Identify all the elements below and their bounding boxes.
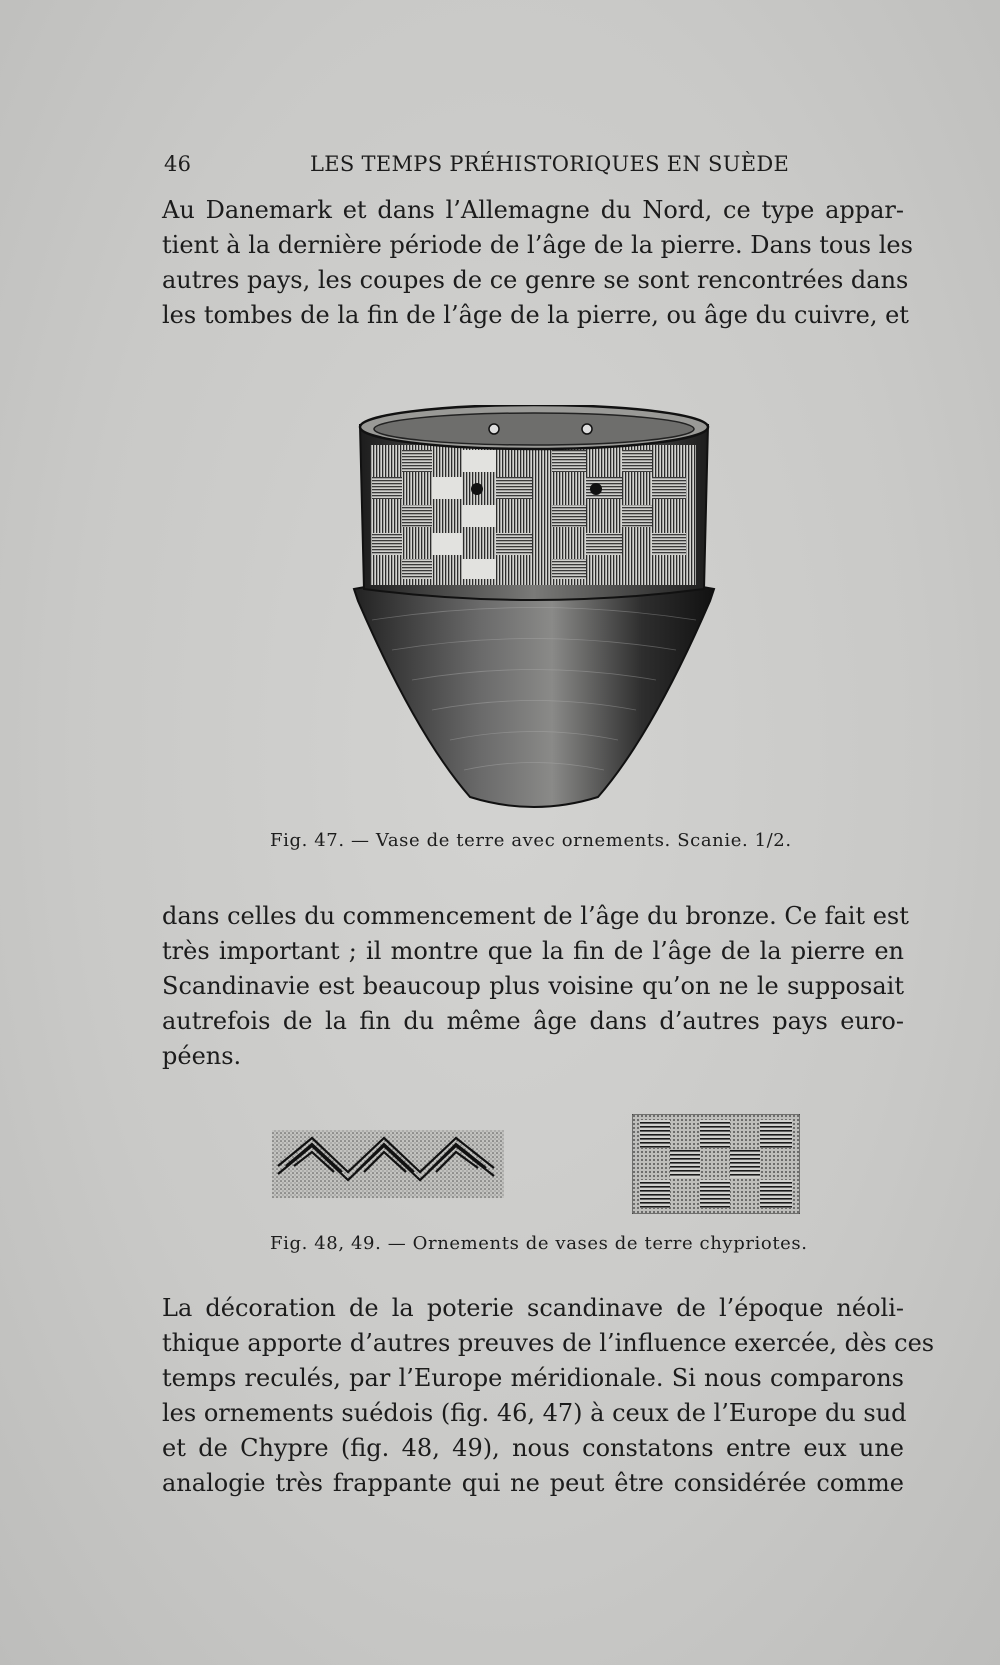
text-line: La décoration de la poterie scandinave de l’époque néoli- (162, 1294, 904, 1322)
text-line: thique apporte d’autres preuves de l’influence exercée, dès ces (162, 1329, 935, 1357)
text-line: dans celles du commencement de l’âge du bronze. Ce fait est (162, 902, 909, 930)
figure-47-caption: Fig. 47. — Vase de terre avec ornements. Scanie. 1/2. (270, 830, 792, 851)
page-number: 46 (164, 152, 192, 176)
checker-ornament-figure (632, 1114, 800, 1214)
text-line: les ornements suédois (fig. 46, 47) à ceux de l’Europe du sud (162, 1399, 907, 1427)
paragraph-1 (162, 193, 913, 333)
figure-48-49-caption: Fig. 48, 49. — Ornements de vases de terre chypriotes. (270, 1233, 808, 1254)
zigzag-ornament-figure (272, 1124, 504, 1204)
text-line: temps reculés, par l’Europe méridionale. Si nous comparons (162, 1364, 904, 1392)
text-line: péens. (162, 1042, 242, 1070)
text-line: analogie très frappante qui ne peut être considérée comme (162, 1469, 904, 1497)
text-line: autrefois de la fin du même âge dans d’autres pays euro- (162, 1007, 904, 1035)
text-line: Au Danemark et dans l’Allemagne du Nord, ce type appar- (162, 196, 904, 224)
vase-illustration (352, 405, 716, 810)
paragraph-2 (162, 899, 909, 1074)
text-line: autres pays, les coupes de ce genre se sont rencontrées dans (162, 266, 909, 294)
text-line: tient à la dernière période de l’âge de la pierre. Dans tous les (162, 231, 913, 259)
text-line: Scandinavie est beaucoup plus voisine qu’on ne le supposait (162, 972, 904, 1000)
text-line: très important ; il montre que la fin de l’âge de la pierre en (162, 937, 904, 965)
text-line: et de Chypre (fig. 48, 49), nous constatons entre eux une (162, 1434, 904, 1462)
running-title: LES TEMPS PRÉHISTORIQUES EN SUÈDE (310, 152, 790, 176)
paragraph-3 (162, 1291, 935, 1501)
text-line: les tombes de la fin de l’âge de la pierre, ou âge du cuivre, et (162, 301, 909, 329)
